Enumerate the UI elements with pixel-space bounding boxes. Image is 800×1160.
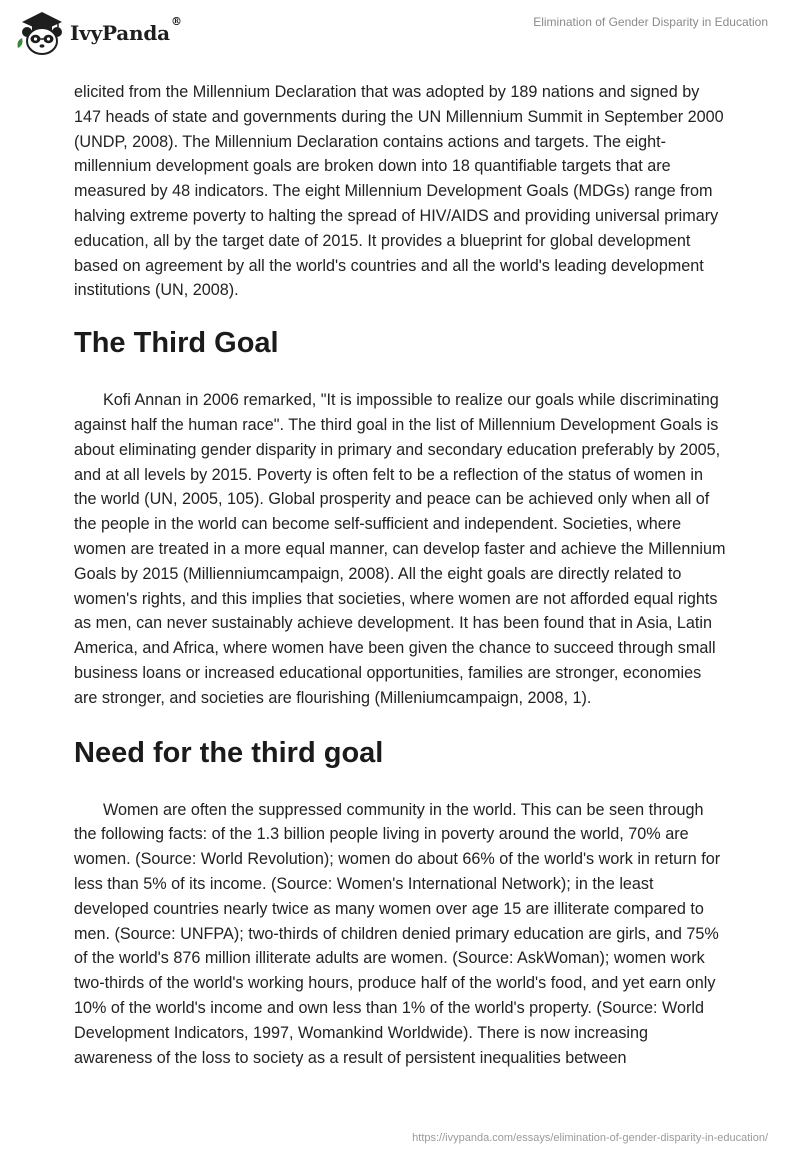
intro-paragraph: elicited from the Millennium Declaration that was adopted by 189 nations and signed by 147 heads of state and governments during the UN Millennium Summit in September 2000 (UNDP, 2008). The Millennium Declaration contains actions and targets. The eight-millennium development goals are broken down into 18 quantifiable targets that are measured by 48 indicators. The eight Millennium Development Goals (MDGs) range from halving extreme poverty to halting the spread of HIV/AIDS and providing universal primary education, all by the target date of 2015. It provides a blueprint for global development based on agreement by all the world's countries and all the world's leading development institutions (UN, 2008). [74,83,724,300]
page-header [0,0,800,70]
panda-graduation-cap-icon [14,8,66,58]
need-paragraph: Women are often the suppressed community in the world. This can be seen through the following facts: of the 1.3 billion people living in poverty around the world, 70% are women. (Source: World Revolution); women do about 66% of the world's work in return for less than 5% of its income. (Source: Women's International Network); in the least developed countries nearly twice as many women over age 15 are illiterate compared to men. (Source: UNFPA); two-thirds of children denied primary education are girls, and 75% of the world's 876 million illiterate adults are women. (Source: AskWoman); women work two-thirds of the world's working hours, produce half of the world's food, and yet earn only 10% of the world's income and own less than 1% of the world's property. (Source: World Development Indicators, 1997, Womankind Worldwide). There is now increasing awareness of the loss to society as a result of persistent inequalities between [74,800,721,1067]
brand-logo[interactable] [14,8,182,58]
third-goal-paragraph: Kofi Annan in 2006 remarked, "It is impossible to realize our goals while discriminating against half the human race". The third goal in the list of Millennium Development Goals is about eliminating gender disparity in primary and secondary education preferably by 2005, and at all levels by 2015. Poverty is often felt to be a reflection of the status of women in the world (UN, 2005, 105). Global prosperity and peace can be achieved only when all of the people in the world can become self-sufficient and independent. Societies, where women are treated in a more equal manner, can develop faster and achieve the Millennium Goals by 2015 (Millienniumcampaign, 2008). All the eight goals are directly related to women's rights, and this implies that societies, where women are not afforded equal rights as men, can never sustainably achieve development. It has been found that in Asia, Latin America, and Africa, where women have been given the chance to succeed through small business loans or increased educational opportunities, families are stronger, economies are stronger, and societies are flourishing (Milleniumcampaign, 2008, 1). [74,391,726,707]
registered-mark: ® [170,15,182,28]
third-goal-heading: The Third Goal [74,327,279,360]
brand-name-text: IvyPanda [70,21,170,45]
need-heading: Need for the third goal [74,736,384,769]
brand-name [70,15,182,45]
essay-content [74,80,726,1070]
document-title: Elimination of Gender Disparity in Education [533,15,768,29]
footer-url-link[interactable]: https://ivypanda.com/essays/elimination-of-gender-disparity-in-education/ [412,1132,768,1144]
